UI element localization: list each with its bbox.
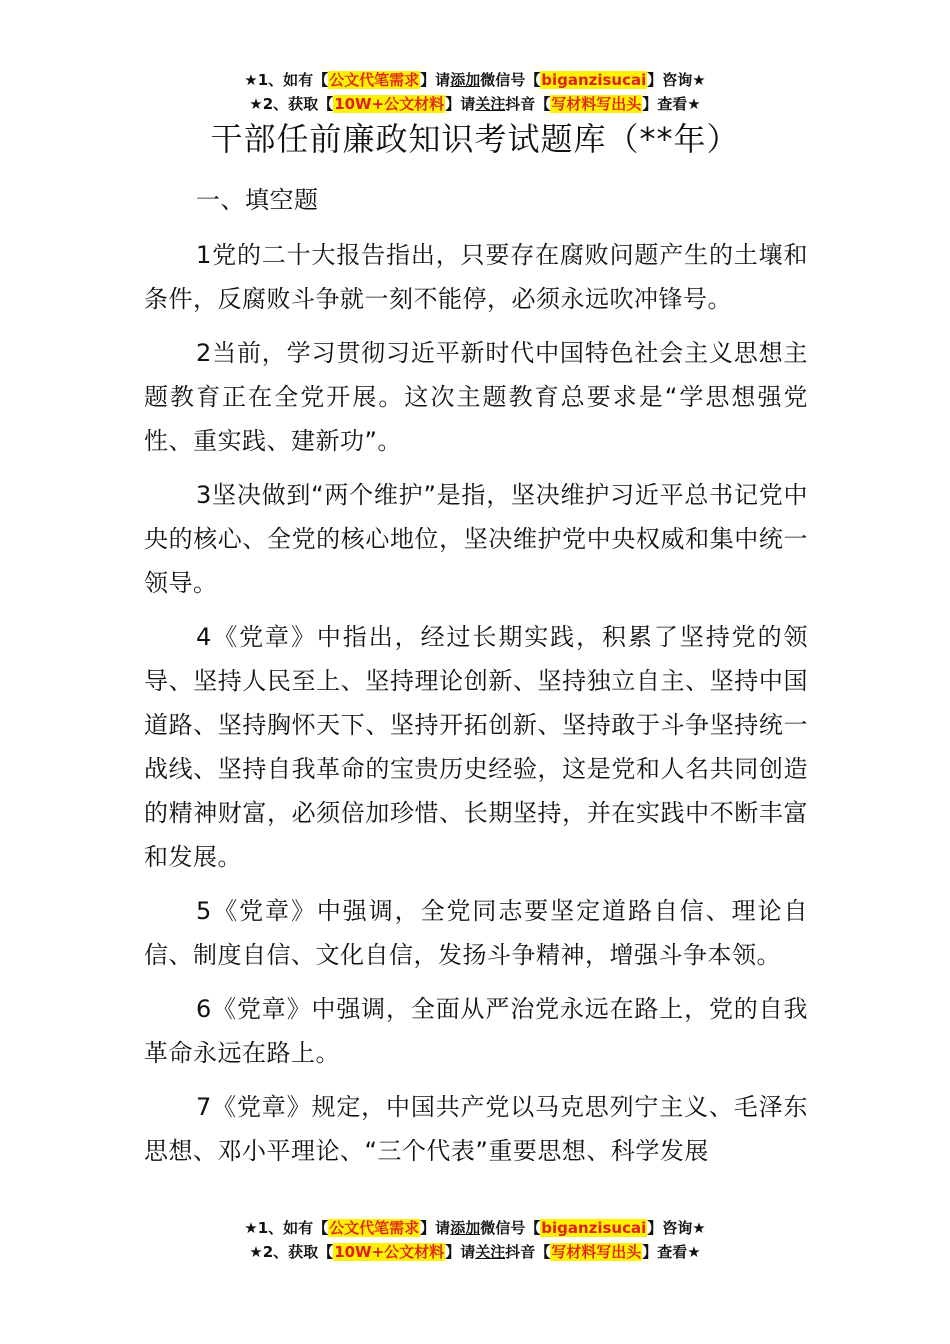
- question-paragraph: 5《党章》中强调，全党同志要坚定道路自信、理论自信、制度自信、文化自信，发扬斗争精神，增强斗争本领。: [144, 897, 808, 969]
- underline-add: 添加: [450, 1219, 481, 1237]
- banner-text: 2、获取【: [262, 95, 334, 113]
- banner-text: 】咨询★: [647, 1219, 706, 1237]
- highlight-materials: 10W+公文材料: [334, 95, 445, 113]
- banner-text: 】查看★: [642, 95, 701, 113]
- section-heading: 一、填空题: [196, 186, 319, 214]
- star-icon: ★: [244, 71, 258, 89]
- banner-line-2: [0, 1240, 950, 1264]
- banner-text: 抖音【: [505, 1243, 551, 1261]
- banner-text: 2、获取【: [262, 1243, 334, 1261]
- banner-text: 】请: [445, 1243, 476, 1261]
- highlight-materials: 10W+公文材料: [334, 1243, 445, 1261]
- banner-text: 】查看★: [642, 1243, 701, 1261]
- question-paragraph: 7《党章》规定，中国共产党以马克思列宁主义、毛泽东思想、邓小平理论、“三个代表”重要思想、科学发展: [144, 1093, 808, 1165]
- question-paragraph: 4《党章》中指出，经过长期实践，积累了坚持党的领导、坚持人民至上、坚持理论创新、坚持独立自主、坚持中国道路、坚持胸怀天下、坚持开拓创新、坚持敢于斗争坚持统一战线、坚持自我革命的宝贵历史经验，这是党和人名共同创造的精神财富，必须倍加珍惜、长期坚持，并在实践中不断丰富和发展。: [144, 623, 808, 871]
- star-icon: ★: [249, 95, 263, 113]
- underline-add: 添加: [450, 71, 481, 89]
- highlight-service: 公文代笔需求: [329, 1219, 420, 1237]
- question-paragraph: 1党的二十大报告指出，只要存在腐败问题产生的土壤和条件，反腐败斗争就一刻不能停，必须永远吹冲锋号。: [144, 241, 808, 313]
- question-paragraph: 2当前，学习贯彻习近平新时代中国特色社会主义思想主题教育正在全党开展。这次主题教育总要求是“学思想强党性、重实践、建新功”。: [144, 339, 808, 455]
- star-icon: ★: [244, 1219, 258, 1237]
- highlight-douyin: 写材料写出头: [551, 95, 642, 113]
- document-title: 干部任前廉政知识考试题库（**年）: [210, 120, 740, 158]
- banner-line-1: [0, 68, 950, 92]
- star-icon: ★: [249, 1243, 263, 1261]
- banner-line-1: [0, 1216, 950, 1240]
- banner-text: 】咨询★: [647, 71, 706, 89]
- highlight-douyin: 写材料写出头: [551, 1243, 642, 1261]
- banner-text: 抖音【: [505, 95, 551, 113]
- banner-text: 1、如有【: [257, 71, 329, 89]
- question-paragraph: 6《党章》中强调，全面从严治党永远在路上，党的自我革命永远在路上。: [144, 995, 808, 1067]
- underline-follow: 关注: [475, 95, 506, 113]
- question-paragraph: 3坚决做到“两个维护”是指，坚决维护习近平总书记党中央的核心、全党的核心地位，坚决维护党中央权威和集中统一领导。: [144, 481, 808, 597]
- document-body: [144, 178, 808, 1183]
- header-banner: [0, 68, 950, 116]
- highlight-wechat-id: biganzisucai: [541, 1219, 647, 1237]
- highlight-wechat-id: biganzisucai: [541, 71, 647, 89]
- underline-follow: 关注: [475, 1243, 506, 1261]
- banner-text: 微信号【: [480, 1219, 541, 1237]
- footer-banner: [0, 1216, 950, 1264]
- banner-text: 】请: [420, 71, 451, 89]
- banner-text: 1、如有【: [257, 1219, 329, 1237]
- banner-line-2: [0, 92, 950, 116]
- highlight-service: 公文代笔需求: [329, 71, 420, 89]
- banner-text: 】请: [445, 95, 476, 113]
- banner-text: 微信号【: [480, 71, 541, 89]
- banner-text: 】请: [420, 1219, 451, 1237]
